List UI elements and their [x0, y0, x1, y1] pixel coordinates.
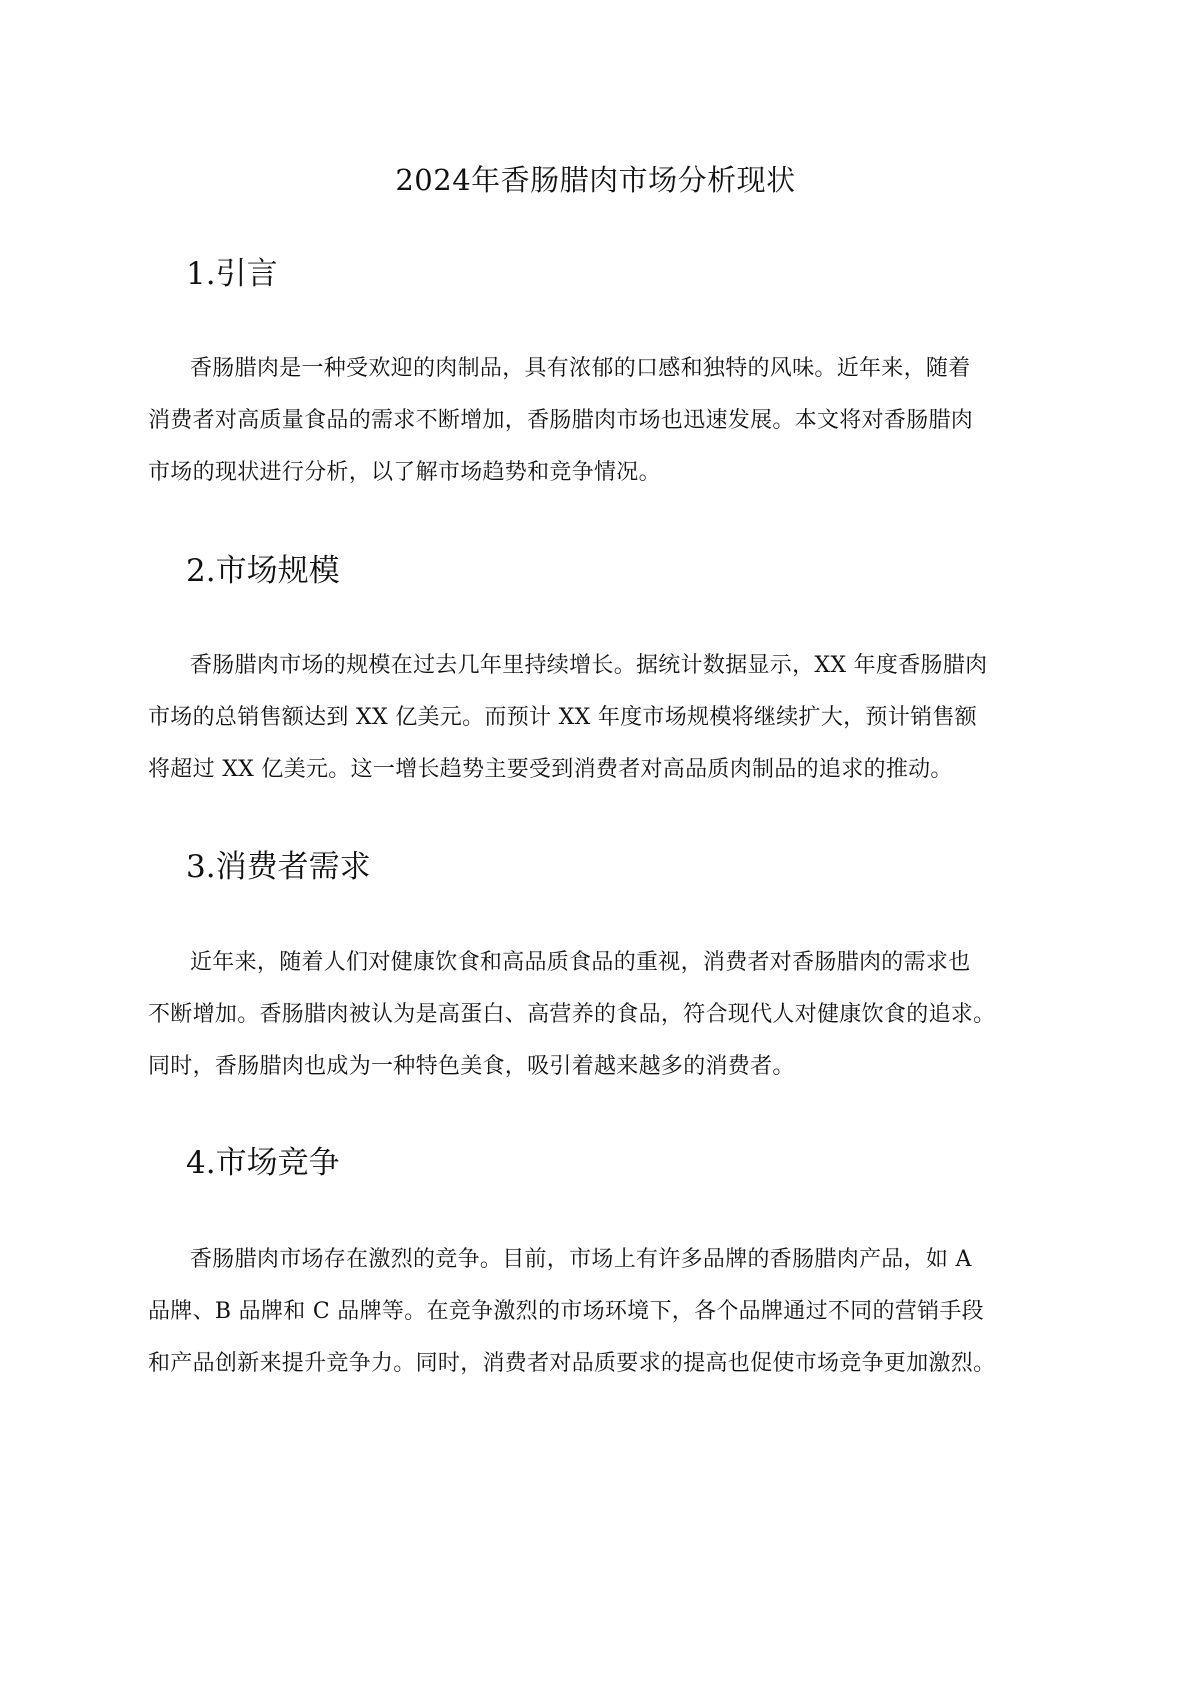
document-title: 2024年香肠腊肉市场分析现状: [395, 163, 796, 197]
section-heading-consumer-demand: 3.消费者需求: [186, 849, 371, 885]
paragraph-line: 近年来，随着人们对健康饮食和高品质食品的重视，消费者对香肠腊肉的需求也: [190, 950, 971, 975]
paragraph-line: 将超过 XX 亿美元。这一增长趋势主要受到消费者对高品质肉制品的追求的推动。: [148, 757, 953, 782]
section-paragraph-market-competition: [148, 1234, 1068, 1390]
section-heading-introduction: 1.引言: [186, 256, 278, 292]
paragraph-line: 香肠腊肉市场的规模在过去几年里持续增长。据统计数据显示，XX 年度香肠腊肉: [190, 653, 988, 678]
section-heading-market-competition: 4.市场竞争: [186, 1145, 340, 1181]
section-paragraph-introduction: [148, 343, 1068, 499]
section-heading-market-size: 2.市场规模: [186, 553, 340, 589]
paragraph-line: 消费者对高质量食品的需求不断增加，香肠腊肉市场也迅速发展。本文将对香肠腊肉: [148, 408, 974, 433]
paragraph-line: 和产品创新来提升竞争力。同时，消费者对品质要求的提高也促使市场竞争更加激烈。: [148, 1351, 996, 1376]
paragraph-line: 香肠腊肉是一种受欢迎的肉制品，具有浓郁的口感和独特的风味。近年来，随着: [190, 356, 971, 381]
paragraph-line: 品牌、B 品牌和 C 品牌等。在竞争激烈的市场环境下，各个品牌通过不同的营销手段: [148, 1299, 984, 1324]
paragraph-line: 市场的总销售额达到 XX 亿美元。而预计 XX 年度市场规模将继续扩大，预计销售额: [148, 705, 977, 730]
section-paragraph-market-size: [148, 640, 1068, 796]
section-paragraph-consumer-demand: [148, 937, 1068, 1093]
paragraph-line: 市场的现状进行分析，以了解市场趋势和竞争情况。: [148, 460, 661, 485]
paragraph-line: 不断增加。香肠腊肉被认为是高蛋白、高营养的食品，符合现代人对健康饮食的追求。: [148, 1002, 996, 1027]
paragraph-line: 同时，香肠腊肉也成为一种特色美食，吸引着越来越多的消费者。: [148, 1054, 795, 1079]
paragraph-line: 香肠腊肉市场存在激烈的竞争。目前，市场上有许多品牌的香肠腊肉产品，如 A: [190, 1247, 972, 1272]
